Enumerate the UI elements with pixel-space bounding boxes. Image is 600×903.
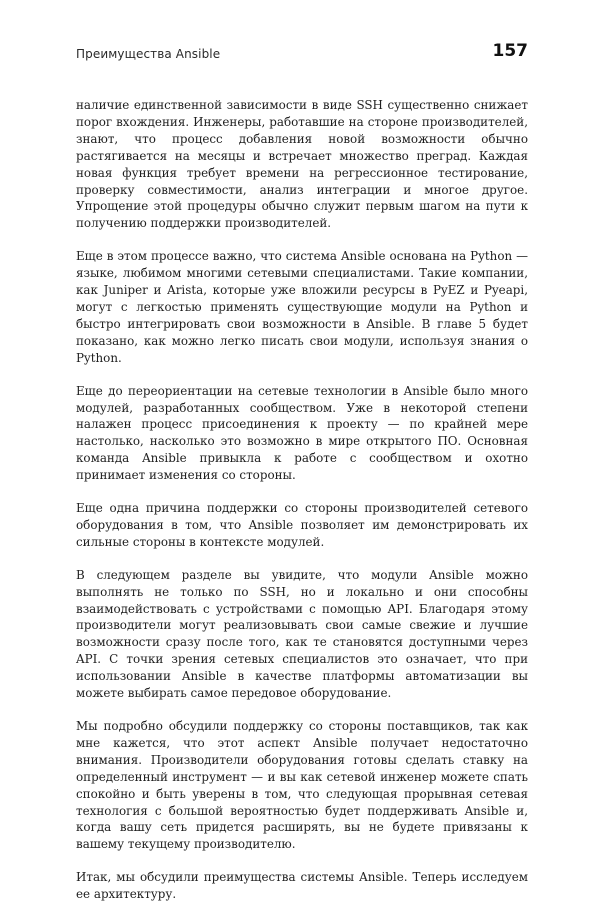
section-title: Преимущества Ansible [76, 47, 221, 61]
paragraph: наличие единственной зависимости в виде SSH существенно снижает порог вхождения. Инженеры, работавшие на стороне производителей, знают, что процесс добавления новой возможности обычно растягивается на месяцы и встречает множество преград. Каждая новая функция требует времени на регрессионное тестирование, проверку совместимости, анализ интеграции и многое другое. Упрощение этой процедуры обычно служит первым шагом на пути к получению поддержки производителей. [76, 98, 528, 231]
paragraph: Еще в этом процессе важно, что система Ansible основана на Python — языке, любимом многими сетевыми специалистами. Такие компании, как Juniper и Arista, которые уже вложили ресурсы в PyEZ и Pyeapi, могут с легкостью применять существующие модули на Python и быстро интегрировать свои возможности в Ansible. В главе 5 будет показано, как можно легко писать свои модули, используя знания о Python. [76, 249, 528, 365]
paragraph: В следующем разделе вы увидите, что модули Ansible можно выполнять не только по SSH, но и локально и они способны взаимодействовать с устройствами с помощью API. Благодаря этому производители могут реализовывать свои самые свежие и лучшие возможности сразу после того, как те становятся доступными через API. С точки зрения сетевых специалистов это означает, что при использовании Ansible в качестве платформы автоматизации вы можете выбирать самое передовое оборудование. [76, 567, 528, 701]
paragraph: Еще одна причина поддержки со стороны производителей сетевого оборудования в том, что Ansible позволяет им демонстрировать их сильные стороны в контексте модулей. [76, 501, 528, 549]
body-text [76, 97, 528, 903]
page-number: 157 [492, 41, 528, 61]
running-header [76, 41, 528, 71]
paragraph: Мы подробно обсудили поддержку со стороны поставщиков, так как мне кажется, что этот аспект Ansible получает недостаточно внимания. Производители оборудования готовы сделать ставку на определенный инструмент — и вы как сетевой инженер можете спать спокойно и быть уверены в том, что следующая прорывная сетевая технология с большой вероятностью будет поддерживать Ansible и, когда вашу сеть придется расширять, вы не будете привязаны к вашему текущему производителю. [76, 719, 528, 852]
paragraph: Еще до переориентации на сетевые технологии в Ansible было много модулей, разработанных сообществом. Уже в некоторой степени налажен процесс присоединения к проекту — по крайней мере настолько, насколько это возможно в мире открытого ПО. Основная команда Ansible привыкла к работе с сообществом и охотно принимает изменения со стороны. [76, 383, 528, 483]
paragraph: Итак, мы обсудили преимущества системы Ansible. Теперь исследуем ее архитектуру. [76, 870, 528, 902]
